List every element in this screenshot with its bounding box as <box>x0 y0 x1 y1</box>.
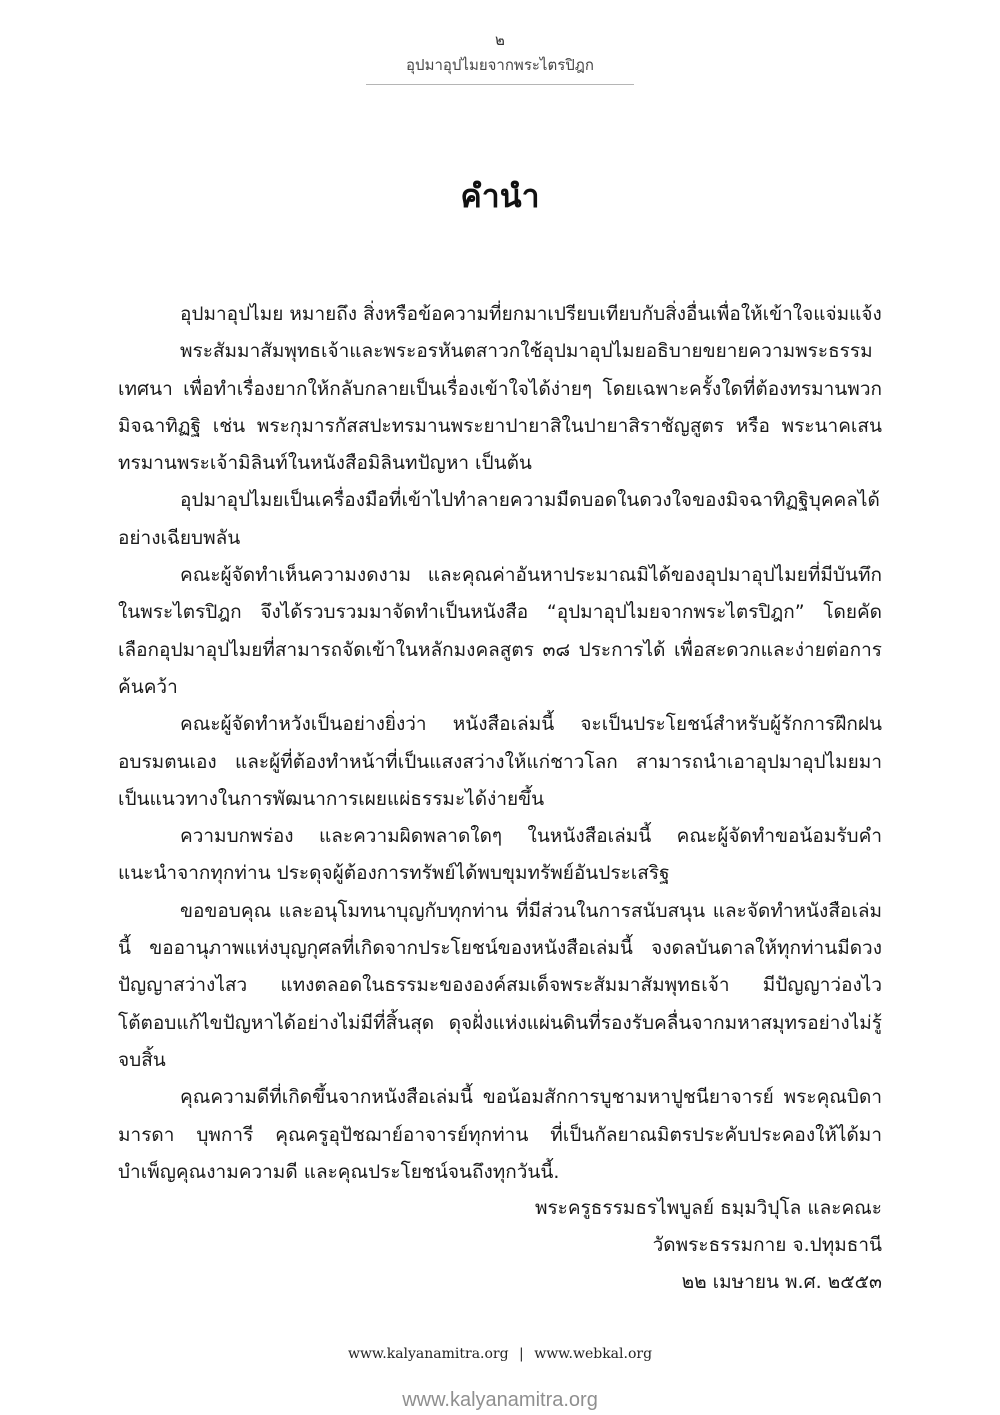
paragraph: ความบกพร่อง และความผิดพลาดใดๆ ในหนังสือเล่มนี้ คณะผู้จัดทำขอน้อมรับคำแนะนำจากทุกท่าน ประดุจผู้ต้องการทรัพย์ได้พบขุมทรัพย์อันประเสริฐ <box>118 825 882 885</box>
signature-date: ๒๒ เมษายน พ.ศ. ๒๕๕๓ <box>681 1271 882 1293</box>
body-text <box>118 296 882 1191</box>
running-header <box>0 30 1000 85</box>
footer-links <box>0 1344 1000 1364</box>
paragraph: คณะผู้จัดทำเห็นความงดงาม และคุณค่าอันหาประมาณมิได้ของอุปมาอุปไมยที่มีบันทึกในพระไตรปิฎก จึงได้รวบรวมมาจัดทำเป็นหนังสือ “อุปมาอุปไมยจากพระไตรปิฎก” โดยคัดเลือกอุปมาอุปไมยที่สามารถจัดเข้าในหลักมงคลสูตร ๓๘ ประการได้ เพื่อสะดวกและง่ายต่อการค้นคว้า <box>118 564 882 698</box>
paragraph: พระสัมมาสัมพุทธเจ้าและพระอรหันตสาวกใช้อุปมาอุปไมยอธิบายขยายความพระธรรมเทศนา เพื่อทำเรื่องยากให้กลับกลายเป็นเรื่องเข้าใจได้ง่ายๆ โดยเฉพาะครั้งใดที่ต้องทรมานพวกมิจฉาทิฏฐิ เช่น พระกุมารกัสสปะทรมานพระยาปายาสิในปายาสิราชัญสูตร หรือ พระนาคเสนทรมานพระเจ้ามิลินท์ในหนังสือมิลินทปัญหา เป็นต้น <box>118 340 882 475</box>
book-title: อุปมาอุปไมยจากพระไตรปิฎก <box>406 56 594 74</box>
section-title: คำนำ <box>460 177 540 215</box>
header-divider <box>366 84 634 85</box>
footer-separator: | <box>519 1346 524 1362</box>
paragraph: คณะผู้จัดทำหวังเป็นอย่างยิ่งว่า หนังสือเล่มนี้ จะเป็นประโยชน์สำหรับผู้รักการฝึกฝนอบรมตนเอง และผู้ที่ต้องทำหน้าที่เป็นแสงสว่างให้แก่ชาวโลก สามารถนำเอาอุปมาอุปไมยมาเป็นแนวทางในการพัฒนาการเผยแผ่ธรรมะได้ง่ายขึ้น <box>118 713 882 810</box>
paragraph: คุณความดีที่เกิดขึ้นจากหนังสือเล่มนี้ ขอน้อมสักการบูชามหาปูชนียาจารย์ พระคุณบิดามารดา บุพการี คุณครูอุปัชฌาย์อาจารย์ทุกท่าน ที่เป็นกัลยาณมิตรประคับประคองให้ได้มาบำเพ็ญคุณงามความดี และคุณประโยชน์จนถึงทุกวันนี้. <box>118 1086 882 1183</box>
signature-block <box>282 1190 882 1301</box>
page-number: ๒ <box>495 31 505 49</box>
footer-link-kalyanamitra[interactable]: www.kalyanamitra.org <box>347 1346 509 1362</box>
signature-temple: วัดพระธรรมกาย จ.ปทุมธานี <box>652 1234 882 1256</box>
watermark-url: www.kalyanamitra.org <box>402 1389 598 1411</box>
footer-link-webkal[interactable]: www.webkal.org <box>534 1346 653 1362</box>
paragraph: ขอขอบคุณ และอนุโมทนาบุญกับทุกท่าน ที่มีส่วนในการสนับสนุน และจัดทำหนังสือเล่มนี้ ขออานุภาพแห่งบุญกุศลที่เกิดจากประโยชน์ของหนังสือเล่มนี้ จงดลบันดาลให้ทุกท่านมีดวงปัญญาสว่างไสว แทงตลอดในธรรมะขององค์สมเด็จพระสัมมาสัมพุทธเจ้า มีปัญญาว่องไวโต้ตอบแก้ไขปัญหาได้อย่างไม่มีที่สิ้นสุด ดุจฝั่งแห่งแผ่นดินที่รองรับคลื่นจากมหาสมุทรอย่างไม่รู้จบสิ้น <box>118 899 882 1071</box>
paragraph: อุปมาอุปไมยเป็นเครื่องมือที่เข้าไปทำลายความมืดบอดในดวงใจของมิจฉาทิฏฐิบุคคลได้อย่างเฉียบพลัน <box>118 489 880 549</box>
signature-author: พระครูธรรมธรไพบูลย์ ธมฺมวิปุโล และคณะ <box>534 1197 882 1219</box>
paragraph: อุปมาอุปไมย หมายถึง สิ่งหรือข้อความที่ยกมาเปรียบเทียบกับสิ่งอื่นเพื่อให้เข้าใจแจ่มแจ้ง <box>180 303 882 325</box>
